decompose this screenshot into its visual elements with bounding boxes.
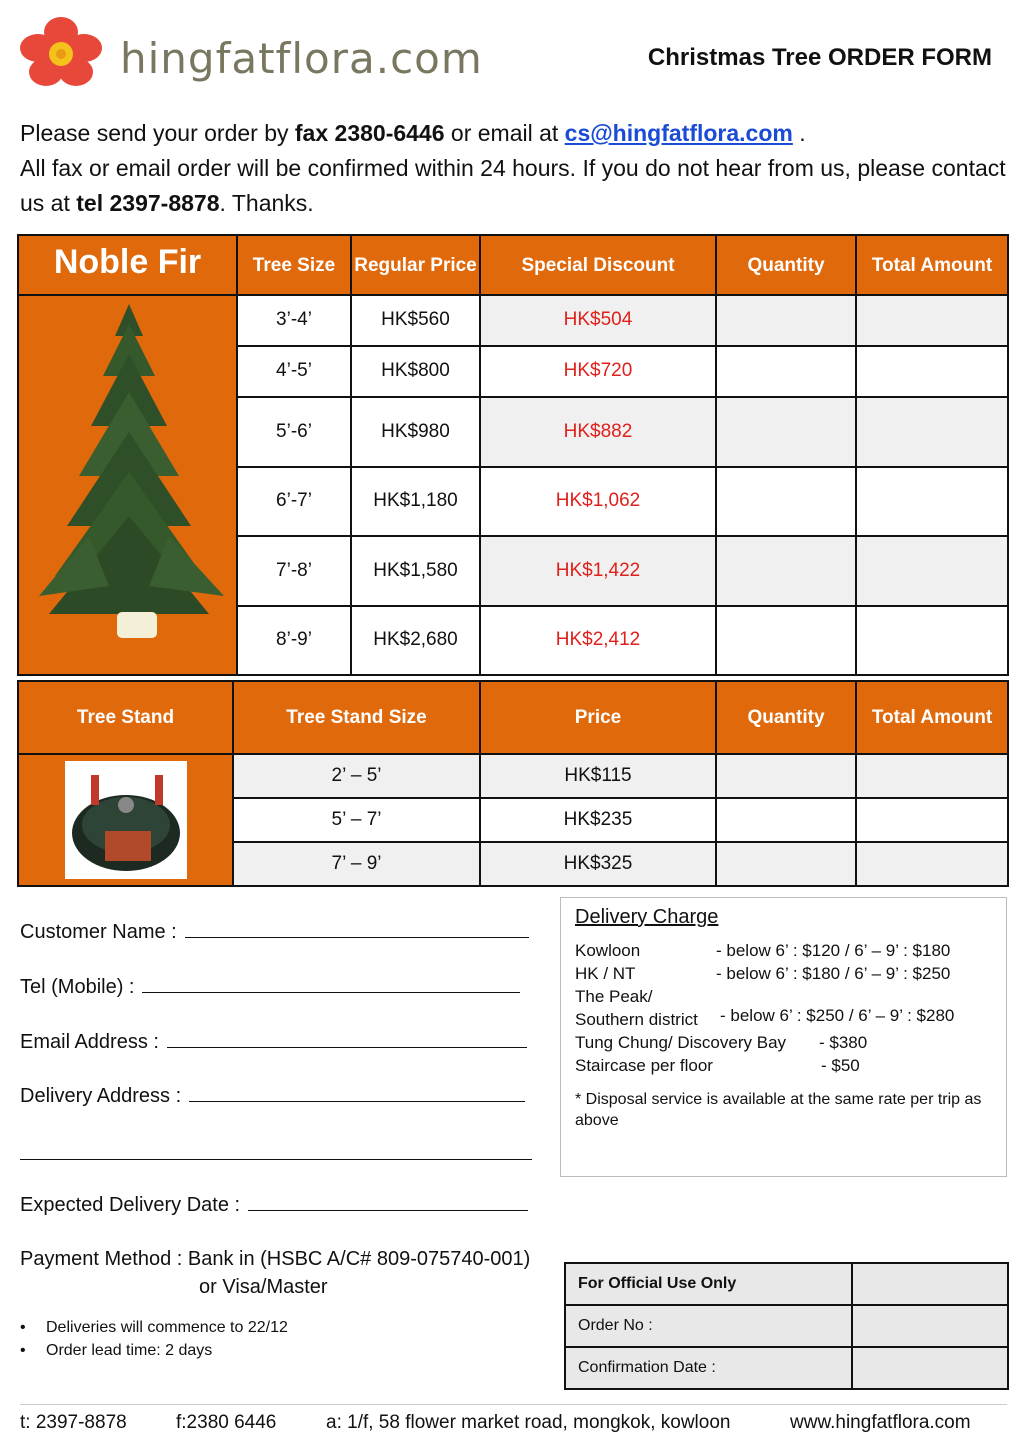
regular-price: HK$560 xyxy=(351,295,480,346)
tel-input[interactable] xyxy=(142,975,520,993)
stand-size: 5’ – 7’ xyxy=(233,798,480,842)
email-input[interactable] xyxy=(167,1030,527,1048)
column-header: Total Amount xyxy=(856,235,1008,295)
regular-price: HK$980 xyxy=(351,397,480,467)
total-amount-cell[interactable] xyxy=(856,467,1008,536)
regular-price: HK$1,580 xyxy=(351,536,480,606)
quantity-cell[interactable] xyxy=(716,842,856,886)
table-row xyxy=(565,1305,1008,1347)
table-header-row xyxy=(18,235,1008,295)
payment-method xyxy=(20,1248,530,1271)
product-name: Noble Fir xyxy=(53,243,202,281)
email-field xyxy=(20,1030,527,1054)
delivery-address-input-line2[interactable] xyxy=(20,1142,532,1160)
email-link[interactable]: cs@hingfatflora.com xyxy=(564,120,793,146)
order-no-value xyxy=(852,1305,1008,1347)
list-item: • Order lead time: 2 days xyxy=(20,1339,288,1362)
table-row xyxy=(565,1263,1008,1305)
email-label: Email Address : xyxy=(20,1031,159,1053)
quantity-cell[interactable] xyxy=(716,754,856,798)
total-amount-cell[interactable] xyxy=(856,295,1008,346)
regular-price: HK$1,180 xyxy=(351,467,480,536)
delivery-date-input[interactable] xyxy=(248,1193,528,1211)
customer-name-field xyxy=(20,920,529,944)
total-amount-cell[interactable] xyxy=(856,842,1008,886)
column-header: Quantity xyxy=(716,681,856,754)
table-row xyxy=(18,754,1008,798)
tree-size: 7’-8’ xyxy=(237,536,351,606)
delivery-charge: - $380 xyxy=(819,1033,868,1052)
delivery-area: Southern district xyxy=(575,1010,698,1029)
footer-address: a: 1/f, 58 flower market road, mongkok, kowloon xyxy=(326,1412,731,1433)
total-amount-cell[interactable] xyxy=(856,606,1008,675)
delivery-row xyxy=(575,1031,992,1054)
delivery-area: Staircase per floor xyxy=(575,1056,713,1075)
delivery-address-field xyxy=(20,1084,525,1108)
customer-name-label: Customer Name : xyxy=(20,921,177,943)
delivery-row xyxy=(575,962,992,985)
quantity-cell[interactable] xyxy=(716,798,856,842)
tree-size: 8’-9’ xyxy=(237,606,351,675)
tree-size: 4’-5’ xyxy=(237,346,351,397)
footer-fax: f:2380 6446 xyxy=(176,1412,277,1433)
delivery-charge-title: Delivery Charge xyxy=(575,906,719,928)
order-no-label: Order No : xyxy=(565,1305,852,1347)
stand-image-cell xyxy=(18,754,233,886)
delivery-charge: - below 6’ : $120 / 6’ – 9’ : $180 xyxy=(716,941,951,960)
special-price: HK$1,062 xyxy=(480,467,716,536)
disposal-note: * Disposal service is available at the same rate per trip as above xyxy=(575,1091,982,1129)
total-amount-cell[interactable] xyxy=(856,346,1008,397)
column-header: Tree Size xyxy=(237,235,351,295)
stand-price: HK$325 xyxy=(480,842,716,886)
tel-label: Tel (Mobile) : xyxy=(20,976,135,998)
total-amount-cell[interactable] xyxy=(856,536,1008,606)
confirmation-date-label: Confirmation Date : xyxy=(565,1347,852,1389)
quantity-cell[interactable] xyxy=(716,295,856,346)
tree-size: 5’-6’ xyxy=(237,397,351,467)
delivery-area: HK / NT xyxy=(575,964,636,983)
delivery-row xyxy=(575,1054,992,1077)
confirmation-date-value xyxy=(852,1347,1008,1389)
list-item: • Deliveries will commence to 22/12 xyxy=(20,1316,288,1339)
intro-text-3: . xyxy=(792,120,806,146)
total-amount-cell[interactable] xyxy=(856,397,1008,467)
delivery-row xyxy=(575,939,992,962)
customer-name-input[interactable] xyxy=(185,920,529,938)
tel-number: tel 2397-8878 xyxy=(76,190,220,216)
brand-name: hingfatflora.com xyxy=(120,34,483,83)
intro-text xyxy=(20,116,1010,221)
intro-text-2: or email at xyxy=(444,120,565,146)
tree-price-table xyxy=(17,234,1009,676)
intro-text-1: Please send your order by xyxy=(20,120,295,146)
official-use-value xyxy=(852,1263,1008,1305)
column-header: Regular Price xyxy=(351,235,480,295)
christmas-tree-image xyxy=(19,296,238,668)
total-amount-cell[interactable] xyxy=(856,798,1008,842)
stand-price: HK$235 xyxy=(480,798,716,842)
fax-number: fax 2380-6446 xyxy=(294,120,445,146)
delivery-address-input[interactable] xyxy=(189,1084,525,1102)
delivery-date-field xyxy=(20,1193,528,1217)
product-name-cell xyxy=(18,235,237,295)
special-price: HK$2,412 xyxy=(480,606,716,675)
tree-stand-image xyxy=(65,761,187,879)
delivery-area: Tung Chung/ Discovery Bay xyxy=(575,1033,787,1052)
footer-divider xyxy=(20,1404,1007,1405)
payment-alt: or Visa/Master xyxy=(199,1276,328,1298)
payment-method-label: Payment Method : Bank in (HSBC A/C# 809-075740-001) xyxy=(20,1248,531,1270)
delivery-area: Kowloon xyxy=(575,941,641,960)
tree-size: 3’-4’ xyxy=(237,295,351,346)
special-price: HK$882 xyxy=(480,397,716,467)
tel-field xyxy=(20,975,520,999)
tree-size: 6’-7’ xyxy=(237,467,351,536)
total-amount-cell[interactable] xyxy=(856,754,1008,798)
column-header: Tree Stand Size xyxy=(233,681,480,754)
table-row xyxy=(18,295,1008,346)
delivery-area: The Peak/ xyxy=(575,987,653,1006)
intro-text-4: All fax or email order will be confirmed within 24 hours. If you do not hear from us, please contact us at xyxy=(20,155,1006,216)
special-price: HK$504 xyxy=(480,295,716,346)
stand-size: 2’ – 5’ xyxy=(233,754,480,798)
footer-website[interactable]: www.hingfatflora.com xyxy=(790,1412,971,1433)
delivery-charge: - below 6’ : $180 / 6’ – 9’ : $250 xyxy=(716,964,951,983)
page-title: Christmas Tree ORDER FORM xyxy=(647,44,992,71)
quantity-cell[interactable] xyxy=(716,346,856,397)
quantity-cell[interactable] xyxy=(716,397,856,467)
delivery-charge: - below 6’ : $250 / 6’ – 9’ : $280 xyxy=(720,1006,955,1025)
flower-icon xyxy=(16,14,106,88)
column-header: Price xyxy=(480,681,716,754)
delivery-date-label: Expected Delivery Date : xyxy=(20,1194,241,1216)
official-use-table xyxy=(564,1262,1009,1390)
footer-tel: t: 2397-8878 xyxy=(20,1412,127,1433)
special-price: HK$1,422 xyxy=(480,536,716,606)
delivery-row xyxy=(575,1008,992,1031)
intro-text-5: . Thanks. xyxy=(219,190,314,216)
stand-size: 7’ – 9’ xyxy=(233,842,480,886)
column-header: Quantity xyxy=(716,235,856,295)
quantity-cell[interactable] xyxy=(716,467,856,536)
delivery-charge: - $50 xyxy=(821,1056,860,1075)
stand-price: HK$115 xyxy=(480,754,716,798)
column-header: Total Amount xyxy=(856,681,1008,754)
special-price: HK$720 xyxy=(480,346,716,397)
order-notes xyxy=(20,1316,288,1362)
table-row xyxy=(565,1347,1008,1389)
delivery-address-label: Delivery Address : xyxy=(20,1085,182,1107)
official-use-title: For Official Use Only xyxy=(565,1263,852,1305)
regular-price: HK$2,680 xyxy=(351,606,480,675)
brand-logo xyxy=(16,14,106,88)
quantity-cell[interactable] xyxy=(716,536,856,606)
table-header-row xyxy=(18,681,1008,754)
regular-price: HK$800 xyxy=(351,346,480,397)
column-header: Special Discount xyxy=(480,235,716,295)
quantity-cell[interactable] xyxy=(716,606,856,675)
tree-image-cell xyxy=(18,295,237,675)
column-header: Tree Stand xyxy=(18,681,233,754)
delivery-charge-box xyxy=(560,897,1007,1177)
tree-stand-table xyxy=(17,680,1009,887)
